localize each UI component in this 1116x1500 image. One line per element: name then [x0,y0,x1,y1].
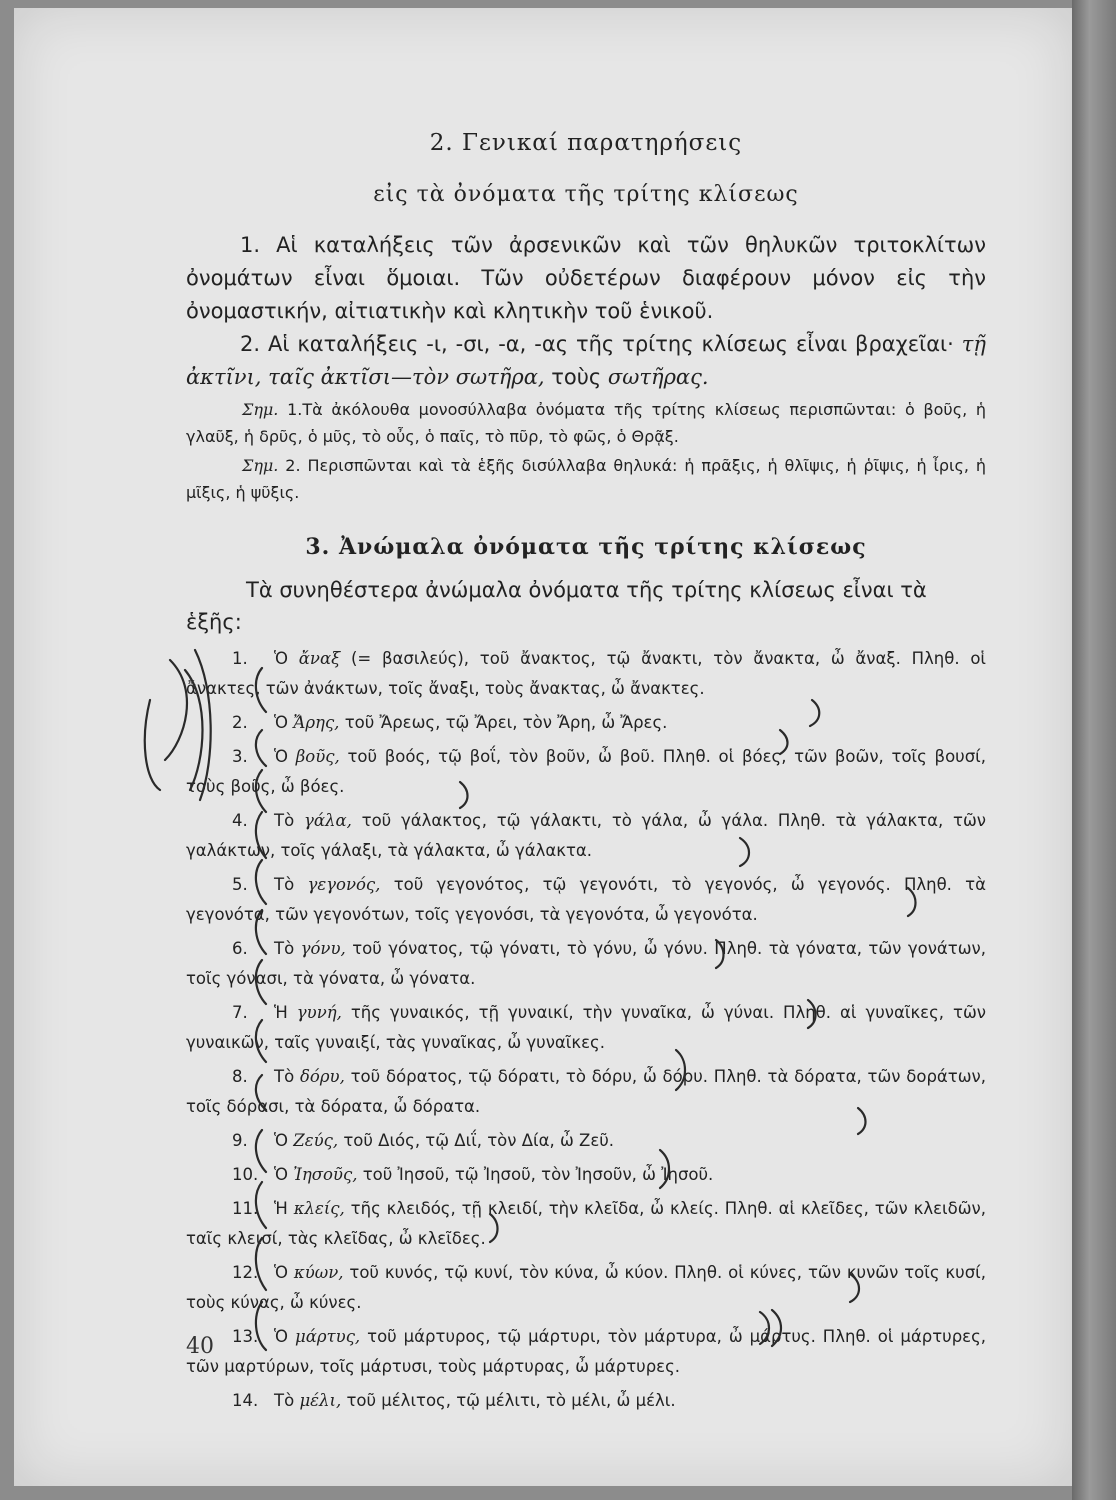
bracket-mark [256,1075,266,1110]
margin-scribble [145,650,211,800]
note-1-text: 1.Τὰ ἀκόλουθα μονοσύλλαβα ὀνόματα τῆς τρίτης κλίσεως περισπῶνται: ὁ βοῦς, ἡ γλαῦξ, ἡ δρῦς, ὁ μῦς, τὸ οὖς, ὁ παῖς, τὸ πῦρ, τὸ φῶς, ὁ Θρᾷξ. [186,400,986,446]
section-2-subtitle: εἰς τὰ ὀνόματα τῆς τρίτης κλίσεως [373,182,799,207]
closing-mark [850,1274,859,1302]
note-2-text: 2. Περισπῶνται καὶ τὰ ἑξῆς δισύλλαβα θηλυκά: ἡ πρᾶξις, ἡ θλῖψις, ἡ ῥῖψις, ἡ ἶρις, ἡ μῖξις, ἡ ψῦξις. [186,456,986,502]
section-2-title: 2. Γενικαί παρατηρήσεις [429,130,743,156]
closing-mark [780,730,788,754]
list-item: 13. Ὁ μάρτυς, τοῦ μάρτυρος, τῷ μάρτυρι, τὸν μάρτυρα, ὦ μάρτυς. Πληθ. οἱ μάρτυρες, τῶν μαρτύρων, τοῖς μάρτυσι, τοὺς μάρτυρας, ὦ μάρτυρες. [186,1327,987,1376]
note-2-label: Σημ. [242,456,279,475]
closing-mark [490,1214,498,1242]
closing-mark [858,1108,866,1134]
list-item: 7. Ἡ γυνή, τῆς γυναικός, τῇ γυναικί, τὴν γυναῖκα, ὦ γύναι. Πληθ. αἱ γυναῖκες, τῶν γυναικῶν, ταῖς γυναιξί, τὰς γυναῖκας, ὦ γυναῖκες. [186,1003,986,1052]
closing-mark [808,1000,816,1028]
list-item: 1. Ὁ ἄναξ (= βασιλεύς), τοῦ ἄνακτος, τῷ ἄνακτι, τὸν ἄνακτα, ὦ ἄναξ. Πληθ. οἱ ἄνακτες, τῶν ἀνάκτων, τοῖς ἄναξι, τοὺς ἄνακτας, ὦ ἄνακτες. [186,649,987,698]
page-number: 40 [186,1334,214,1359]
closing-mark [460,782,468,808]
paragraph-2-article: τοὺς [551,365,602,389]
bracket-mark [256,960,266,1004]
bracket-mark [256,1182,266,1228]
closing-mark [760,1310,781,1346]
bracket-mark [256,860,266,904]
list-item: 9. Ὁ Ζεύς, τοῦ Διός, τῷ Διΐ, τὸν Δία, ὦ Ζεῦ. [232,1131,615,1150]
list-item: 2. Ὁ Ἄρης, τοῦ Ἄρεως, τῷ Ἄρει, τὸν Ἄρη, ὦ Ἄρες. [232,713,668,732]
bracket-mark [256,668,266,712]
list-item: 6. Τὸ γόνυ, τοῦ γόνατος, τῷ γόνατι, τὸ γόνυ, ὦ γόνυ. Πληθ. τὰ γόνατα, τῶν γονάτων, τοῖς γόνασι, τὰ γόνατα, ὦ γόνατα. [186,939,986,988]
bracket-mark [256,770,266,812]
section-3-title: 3. Ἀνώμαλα ὀνόματα τῆς τρίτης κλίσεως [305,534,867,560]
list-item: 8. Τὸ δόρυ, τοῦ δόρατος, τῷ δόρατι, τὸ δόρυ, ὦ δόρυ. Πληθ. τὰ δόρατα, τῶν δοράτων, τοῖς δόρασι, τὰ δόρατα, ὦ δόρατα. [186,1067,987,1116]
closing-mark [676,1050,685,1090]
note-1-label: Σημ. [242,400,279,419]
closing-mark [660,1150,669,1188]
paragraph-1-text: 1. Αἱ καταλήξεις τῶν ἀρσενικῶν καὶ τῶν θηλυκῶν τριτοκλίτων ὀνομάτων εἶναι ὅμοιαι. Τῶν οὐδετέρων διαφέρουν μόνον εἰς τὴν ὀνομαστικήν, αἰτιατικὴν καὶ κλητικὴν τοῦ ἑνικοῦ. [186,233,986,323]
bracket-mark [256,812,266,858]
closing-mark [908,888,916,916]
paragraph-2-example-end: σωτῆρας. [607,365,709,389]
bracket-mark [256,730,266,766]
list-item: 10. Ὁ Ἰησοῦς, τοῦ Ἰησοῦ, τῷ Ἰησοῦ, τὸν Ἰησοῦν, ὦ Ἰησοῦ. [232,1165,714,1184]
list-item: 12. Ὁ κύων, τοῦ κυνός, τῷ κυνί, τὸν κύνα, ὦ κύον. Πληθ. οἱ κύνες, τῶν κυνῶν τοῖς κυσί, τοὺς κύνας, ὦ κύνες. [186,1263,986,1312]
closing-mark [810,700,819,726]
bracket-mark [256,1130,266,1172]
list-item: 5. Τὸ γεγονός, τοῦ γεγονότος, τῷ γεγονότι, τὸ γεγονός, ὦ γεγονός. Πληθ. τὰ γεγονότα, τῶν γεγονότων, τοῖς γεγονόσι, τὰ γεγονότα, ὦ γεγονότα. [186,875,986,924]
list-item: 11. Ἡ κλείς, τῆς κλειδός, τῇ κλειδί, τὴν κλεῖδα, ὦ κλείς. Πληθ. αἱ κλεῖδες, τῶν κλειδῶν, ταῖς κλεισί, τὰς κλεῖδας, ὦ κλεῖδες. [186,1199,986,1248]
bracket-mark [256,1020,266,1062]
bracket-mark [256,1302,266,1350]
paragraph-2-text: 2. Αἱ καταλήξεις -ι, -σι, -α, -ας τῆς τρίτης κλίσεως εἶναι βραχεῖαι· [240,332,954,356]
bracket-mark [256,910,266,954]
list-item: 4. Τὸ γάλα, τοῦ γάλακτος, τῷ γάλακτι, τὸ γάλα, ὦ γάλα. Πληθ. τὰ γάλακτα, τῶν γαλάκτων, τοῖς γάλαξι, τὰ γάλακτα, ὦ γάλακτα. [186,811,987,860]
list-item: 3. Ὁ βοῦς, τοῦ βοός, τῷ βοΐ, τὸν βοῦν, ὦ βοῦ. Πληθ. οἱ βόες, τῶν βοῶν, τοῖς βουσί, τοὺς βοῦς, ὦ βόες. [186,747,986,796]
closing-mark [740,838,749,866]
paragraph-2-examples: τῇ ἀκτῖνι, ταῖς ἀκτῖσι—τὸν σωτῆρα, [186,332,986,389]
section-3-intro-text: Τὰ συνηθέστερα ἀνώμαλα ὀνόματα τῆς τρίτης κλίσεως εἶναι τὰ ἑξῆς: [186,578,927,634]
list-item: 14. Τὸ μέλι, τοῦ μέλιτος, τῷ μέλιτι, τὸ μέλι, ὦ μέλι. [232,1391,676,1410]
closing-mark [716,940,724,968]
bracket-mark [256,1238,266,1290]
